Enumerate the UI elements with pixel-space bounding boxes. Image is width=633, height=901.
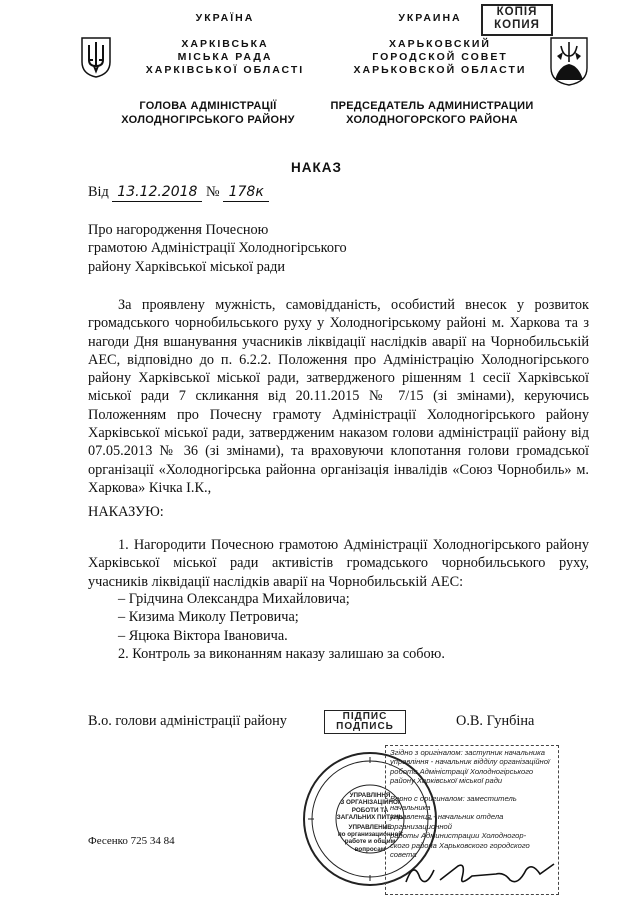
number-prefix: №	[205, 184, 220, 200]
awardee-list	[118, 590, 588, 645]
date-prefix: Від	[88, 184, 109, 200]
signature-stamp-line-2: ПОДПИСЬ	[336, 721, 394, 732]
seal-line-6: по организационной	[337, 831, 403, 839]
header-right-council	[340, 38, 540, 77]
trident-emblem-icon	[80, 36, 112, 78]
seal-line-1: УПРАВЛІННЯ	[349, 792, 391, 799]
note-line-6: Верно с оригиналом: заместитель начальника	[390, 793, 517, 813]
header-left-head-line-2: ХОЛОДНОГІРСЬКОГО РАЙОНУ	[121, 114, 295, 126]
order-word: НАКАЗУЮ:	[88, 504, 164, 520]
seal-line-5: УПРАВЛЕНИЕ	[348, 823, 392, 831]
header-left-council-line-1: ХАРКІВСЬКА	[181, 38, 269, 50]
signatory-name: О.В. Гунбіна	[456, 713, 535, 729]
note-line-8: работы Администрации Холодногор-	[390, 831, 527, 841]
signature-stamp	[324, 710, 406, 734]
date-line	[88, 183, 388, 202]
kharkiv-coat-of-arms-icon	[549, 36, 589, 86]
subject-block	[88, 221, 408, 276]
seal-line-3: РОБОТИ ТА	[351, 806, 389, 814]
header-left-council-line-2: МІСЬКА РАДА	[177, 51, 273, 63]
note-line-1: Згідно з оригіналом: заступник начальника	[390, 748, 545, 757]
number-value: 178к	[223, 183, 269, 202]
preamble-paragraph: За проявлену мужність, самовідданість, особистий внесок у розвиток громадського чорнобильського руху у Холодногірському районі м. Харкова та з нагоди Дня вшанування учасників ліквідації наслідків аварії на Чорнобильській АЕС, відповідно до п. 6.2.2. Положення про Адміністрацію Холодногірського району Харківської міської ради, затвердженого рішенням 1 сесії Харківської міської ради 7 скликання від 20.11.2015 № 7/15 (зі змінами), керуючись Положенням про Почесну грамоту Адміністрації Холодногірського району Харківської міської ради, затвердженим наказом голови адміністрації району від 07.05.2013 № 36 (зі змінами), та враховуючи клопотання голови громадської організації «Холодногірська районна організація інвалідів «Союз Чорнобиль» м. Харкова» Кічка І.К.,	[88, 297, 589, 496]
header-right-council-line-3: ХАРЬКОВСКОЙ ОБЛАСТИ	[353, 64, 527, 76]
seal-line-8: вопросам	[354, 845, 386, 853]
awardee-3: – Яцюка Віктора Івановича.	[118, 627, 288, 644]
note-line-5	[390, 786, 558, 794]
header-left-country: УКРАЇНА	[195, 12, 255, 24]
seal-line-4: ЗАГАЛЬНИХ ПИТАНЬ	[336, 814, 404, 822]
note-line-2: управління - начальник відділу організаційної	[390, 757, 550, 767]
copy-stamp-line-2: КОПИЯ	[494, 19, 540, 31]
subject-line-2: грамотою Адміністрації Холодногірського	[88, 240, 347, 257]
note-line-9: ского района Харьковского городского совета	[390, 840, 530, 860]
awardee-1: – Грідчина Олександра Михайловича;	[118, 591, 350, 607]
copy-stamp	[481, 4, 553, 36]
subject-line-1: Про нагородження Почесною	[88, 222, 269, 238]
header-left-council-line-3: ХАРКІВСЬКОЇ ОБЛАСТІ	[145, 64, 305, 76]
subject-line-3: району Харківської міської ради	[88, 258, 286, 275]
note-line-3: роботи Адміністрації Холодногірського	[390, 766, 534, 776]
seal-line-2: З ОРГАНІЗАЦІЙНОЇ	[340, 799, 400, 807]
order-item-2: 2. Контроль за виконанням наказу залишаю за собою.	[118, 646, 445, 662]
header-left-head-line-1: ГОЛОВА АДМІНІСТРАЦІЇ	[139, 100, 277, 112]
date-value: 13.12.2018	[112, 183, 202, 202]
header-left-head	[88, 99, 328, 127]
header-left-council	[120, 38, 330, 77]
note-line-4: району Харківської міської ради	[390, 776, 503, 786]
document-title: НАКАЗ	[291, 160, 342, 175]
header-right-country: УКРАИНА	[398, 12, 462, 24]
executor-info: Фесенко 725 34 84	[88, 835, 175, 847]
header-right-head-line-1: ПРЕДСЕДАТЕЛЬ АДМИНИСТРАЦИИ	[330, 100, 534, 112]
signatory-title: В.о. голови адміністрації району	[88, 713, 287, 729]
header-right-council-line-1: ХАРЬКОВСКИЙ	[389, 38, 491, 50]
order-item-1: 1. Нагородити Почесною грамотою Адміністрації Холодногірського району Харківської міської ради активістів громадського чорнобильського руху, учасників ліквідації наслідків аварії на Чорнобильській АЕС:	[88, 537, 589, 590]
copy-stamp-line-1: КОПІЯ	[496, 6, 538, 18]
note-line-7: управления - начальник отдела организационной	[390, 812, 504, 831]
signature-stamp-line-1: ПІДПИС	[342, 711, 388, 722]
header-right-head-line-2: ХОЛОДНОГОРСКОГО РАЙОНА	[346, 114, 518, 126]
awardee-2: – Кизима Миколу Петровича;	[118, 609, 299, 626]
certification-note	[390, 748, 558, 859]
seal-line-7: работе и общим	[344, 838, 396, 846]
header-right-council-line-2: ГОРОДСКОЙ СОВЕТ	[372, 51, 508, 63]
header-right-head	[322, 99, 542, 127]
handwritten-signature-icon	[400, 852, 560, 892]
